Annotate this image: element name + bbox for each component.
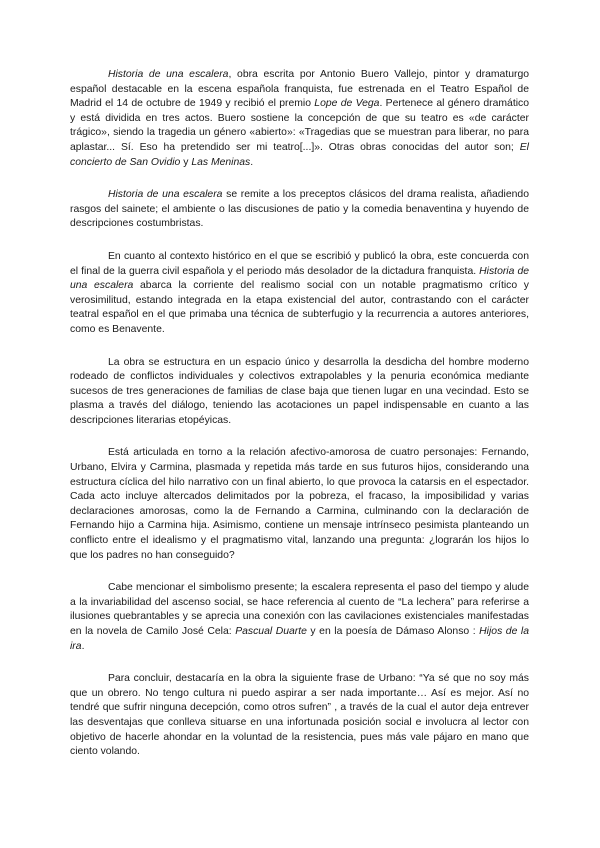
text-span: La obra se estructura en un espacio único y desarrolla la desdicha del hombre moderno rodeado de conflictos individuales y colectivos extrapolables y la penuria económica mediante sucesos de tres generaciones de familias de clase baja que tienen lugar en una vecindad. Esto se plasma a través del diálogo, teniendo las acotaciones un papel indispensable en cuanto a las descripciones literarias etopéyicas. xyxy=(70,356,529,426)
text-span: y en la poesía de Dámaso Alonso : xyxy=(306,626,480,637)
text-span: Cabe mencionar el simbolismo presente; la escalera representa el paso del tiempo y alude a la invariabilidad del ascenso social, se hace referencia al cuento de “La lechera” para referirse a ilusiones quebrantables y se aprecia una conexión con las cavilaciones existenciales manifestadas en la novela de Camilo José Cela: xyxy=(70,582,529,637)
text-span: . xyxy=(81,640,85,652)
text-span: abarca la corriente del realismo social con un notable pragmatismo crítico y verosimilitud, estando integrada en la etapa existencial del autor, contrastando con el carácter teatral español en el que primaba una técnica de subterfugio y la recurrencia a autores anteriores, como es Benavente. xyxy=(70,280,530,335)
text-span: En cuanto al contexto histórico en el que se escribió y publicó la obra, este concuerda con el final de la guerra civil española y el periodo más desolador de la dictadura franquista. xyxy=(70,250,529,277)
text-span: Para concluir, destacaría en la obra la siguiente frase de Urbano: “Ya sé que no soy más que un obrero. No tengo cultura ni puedo aspirar a ser nada importante… Así es mejor. Así no tendré que sufrir ninguna decepción, como otros sufren” , a través de la cual el autor deja entrever las desventajas que conlleva situarse en una infortunada posición social e involucra al lector con objetivo de hacerle ahondar en la voluntad de la resistencia, pues más vale pájaro en mano que ciento volando. xyxy=(70,673,529,758)
paragraph-conclusion xyxy=(70,672,529,760)
paragraph-context xyxy=(70,250,529,338)
work-title-italic: Hijos de la ira xyxy=(70,626,530,652)
award-name-italic: Lope de Vega xyxy=(314,98,380,110)
text-span: Está articulada en torno a la relación afectivo-amorosa de cuatro personajes: Fernando, Urbano, Elvira y Carmina, plasmada y repetida más tarde en sus futuros hijos, considerando una estructura cíclica del hilo narrativo con un final abierto, lo que provoca la catarsis en el espectador. Cada acto incluye altercados delimitados por la pobreza, el fracaso, la imposibilidad y varias declaraciones amorosas, como la de Fernando a Carmina, culminando con la declaración de Fernando hijo a Carmina hija. Asimismo, contiene un mensaje intrínseco pesimista planteando un conflicto entre el idealismo y el pragmatismo vital, lanzando una pregunta: ¿lograrán los hijos lo que los padres no han conseguido? xyxy=(70,447,529,561)
text-span: . Pertenece al género dramático y está dividida en tres actos. Buero sostiene la concepción de que su teatro es «de carácter trágico», siendo la tragedia un género «abierto»: «Tragedias que se muestran para liberar, no para aplastar... Sí. Eso ha pretendido ser mi teatro[...]». Otras obras conocidas del autor son; xyxy=(70,98,530,153)
text-span: se remite a los preceptos clásicos del drama realista, añadiendo rasgos del sainete; el ambiente o las discusiones de patio y la comedia benaventina y huyendo de descripciones costumbristas. xyxy=(70,189,529,230)
work-title-italic: Historia de una escalera xyxy=(108,189,223,201)
work-title-italic: El concierto de San Ovidio xyxy=(70,141,529,168)
document-page xyxy=(70,68,529,778)
text-span: y xyxy=(180,156,192,168)
paragraph-characters xyxy=(70,446,529,563)
text-span: , obra escrita por Antonio Buero Vallejo, pintor y dramaturgo español destacable en la escena española franquista, fue estrenada en el Teatro Español de Madrid el 14 de octubre de 1949 y recibió el premio xyxy=(70,69,529,110)
paragraph-symbolism xyxy=(70,581,529,654)
paragraph-genre xyxy=(70,188,529,232)
paragraph-intro xyxy=(70,68,529,170)
work-title-italic: Historia de una escalera xyxy=(108,69,229,80)
paragraph-structure xyxy=(70,356,529,429)
text-span: . xyxy=(250,156,254,168)
work-title-italic: Historia de una escalera xyxy=(70,265,529,292)
work-title-italic: Pascual Duarte xyxy=(235,626,307,637)
work-title-italic: Las Meninas xyxy=(191,156,251,168)
